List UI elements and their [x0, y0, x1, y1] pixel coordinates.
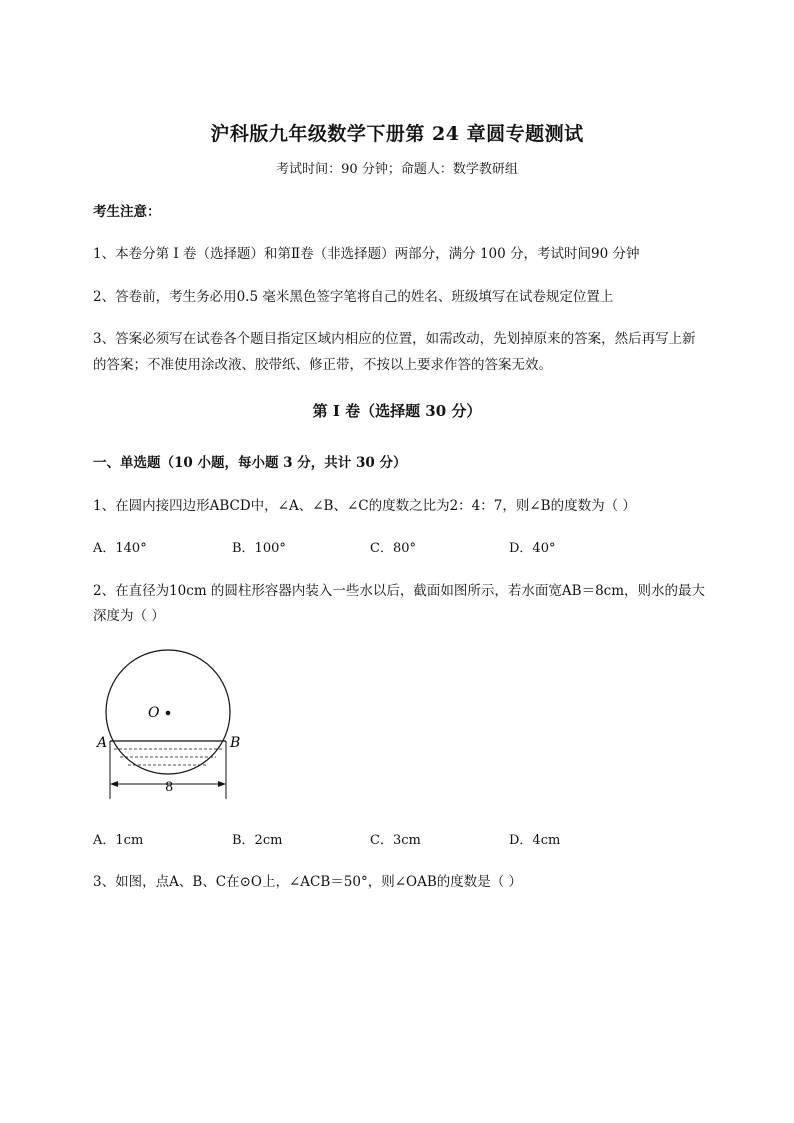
notice-item-1: 1、本卷分第 I 卷（选择题）和第Ⅱ卷（非选择题）两部分，满分 100 分，考试时间90 分钟: [93, 246, 640, 262]
question-1-option-d: D．40°: [509, 541, 556, 556]
question-2-option-a: A．1cm: [93, 833, 144, 848]
label-b: B: [230, 735, 241, 751]
question-2-stem-line-2: 深度为（ ）: [93, 608, 165, 624]
exam-title: 沪科版九年级数学下册第 24 章圆专题测试: [210, 123, 584, 145]
exam-subtitle: 考试时间：90 分钟；命题人：数学教研组: [276, 162, 518, 177]
dimension-arrow-left: [110, 781, 118, 787]
question-2-option-d: D．4cm: [509, 833, 561, 848]
dimension-arrow-right: [218, 781, 226, 787]
label-a: A: [97, 735, 108, 751]
question-2-figure: [88, 645, 258, 805]
question-1-option-b: B．100°: [232, 541, 286, 556]
notice-item-2: 2、答卷前，考生务必用0.5 毫米黑色签字笔将自己的姓名、班级填写在试卷规定位置上: [93, 289, 614, 305]
question-type-heading: 一、单选题（10 小题，每小题 3 分，共计 30 分）: [93, 455, 407, 471]
section-title: 第 I 卷（选择题 30 分）: [312, 402, 482, 420]
notice-item-3: 3、答案必须写在试卷各个题目指定区域内相应的位置，如需改动，先划掉原来的答案，然后再写上新: [93, 331, 696, 347]
notice-heading: 考生注意：: [93, 204, 161, 220]
question-2-stem-line-1: 2、在直径为10cm 的圆柱形容器内装入一些水以后，截面如图所示，若水面宽AB＝8cm，则水的最大: [93, 583, 706, 599]
question-1-option-a: A．140°: [93, 541, 147, 556]
question-2-option-b: B．2cm: [232, 833, 283, 848]
question-1-stem: 1、在圆内接四边形ABCD中，∠A、∠B、∠C的度数之比为2：4：7，则∠B的度数为（ ）: [93, 498, 636, 514]
label-o: O: [148, 705, 160, 721]
dimension-label: 8: [165, 780, 174, 795]
question-3-stem: 3、如图，点A、B、C在⊙O上，∠ACB＝50°，则∠OAB的度数是（ ）: [93, 874, 523, 890]
notice-item-3-cont: 的答案；不准使用涂改液、胶带纸、修正带，不按以上要求作答的答案无效。: [93, 357, 552, 373]
center-point: [166, 711, 171, 716]
question-1-option-c: C．80°: [370, 541, 416, 556]
question-2-option-c: C．3cm: [370, 833, 421, 848]
